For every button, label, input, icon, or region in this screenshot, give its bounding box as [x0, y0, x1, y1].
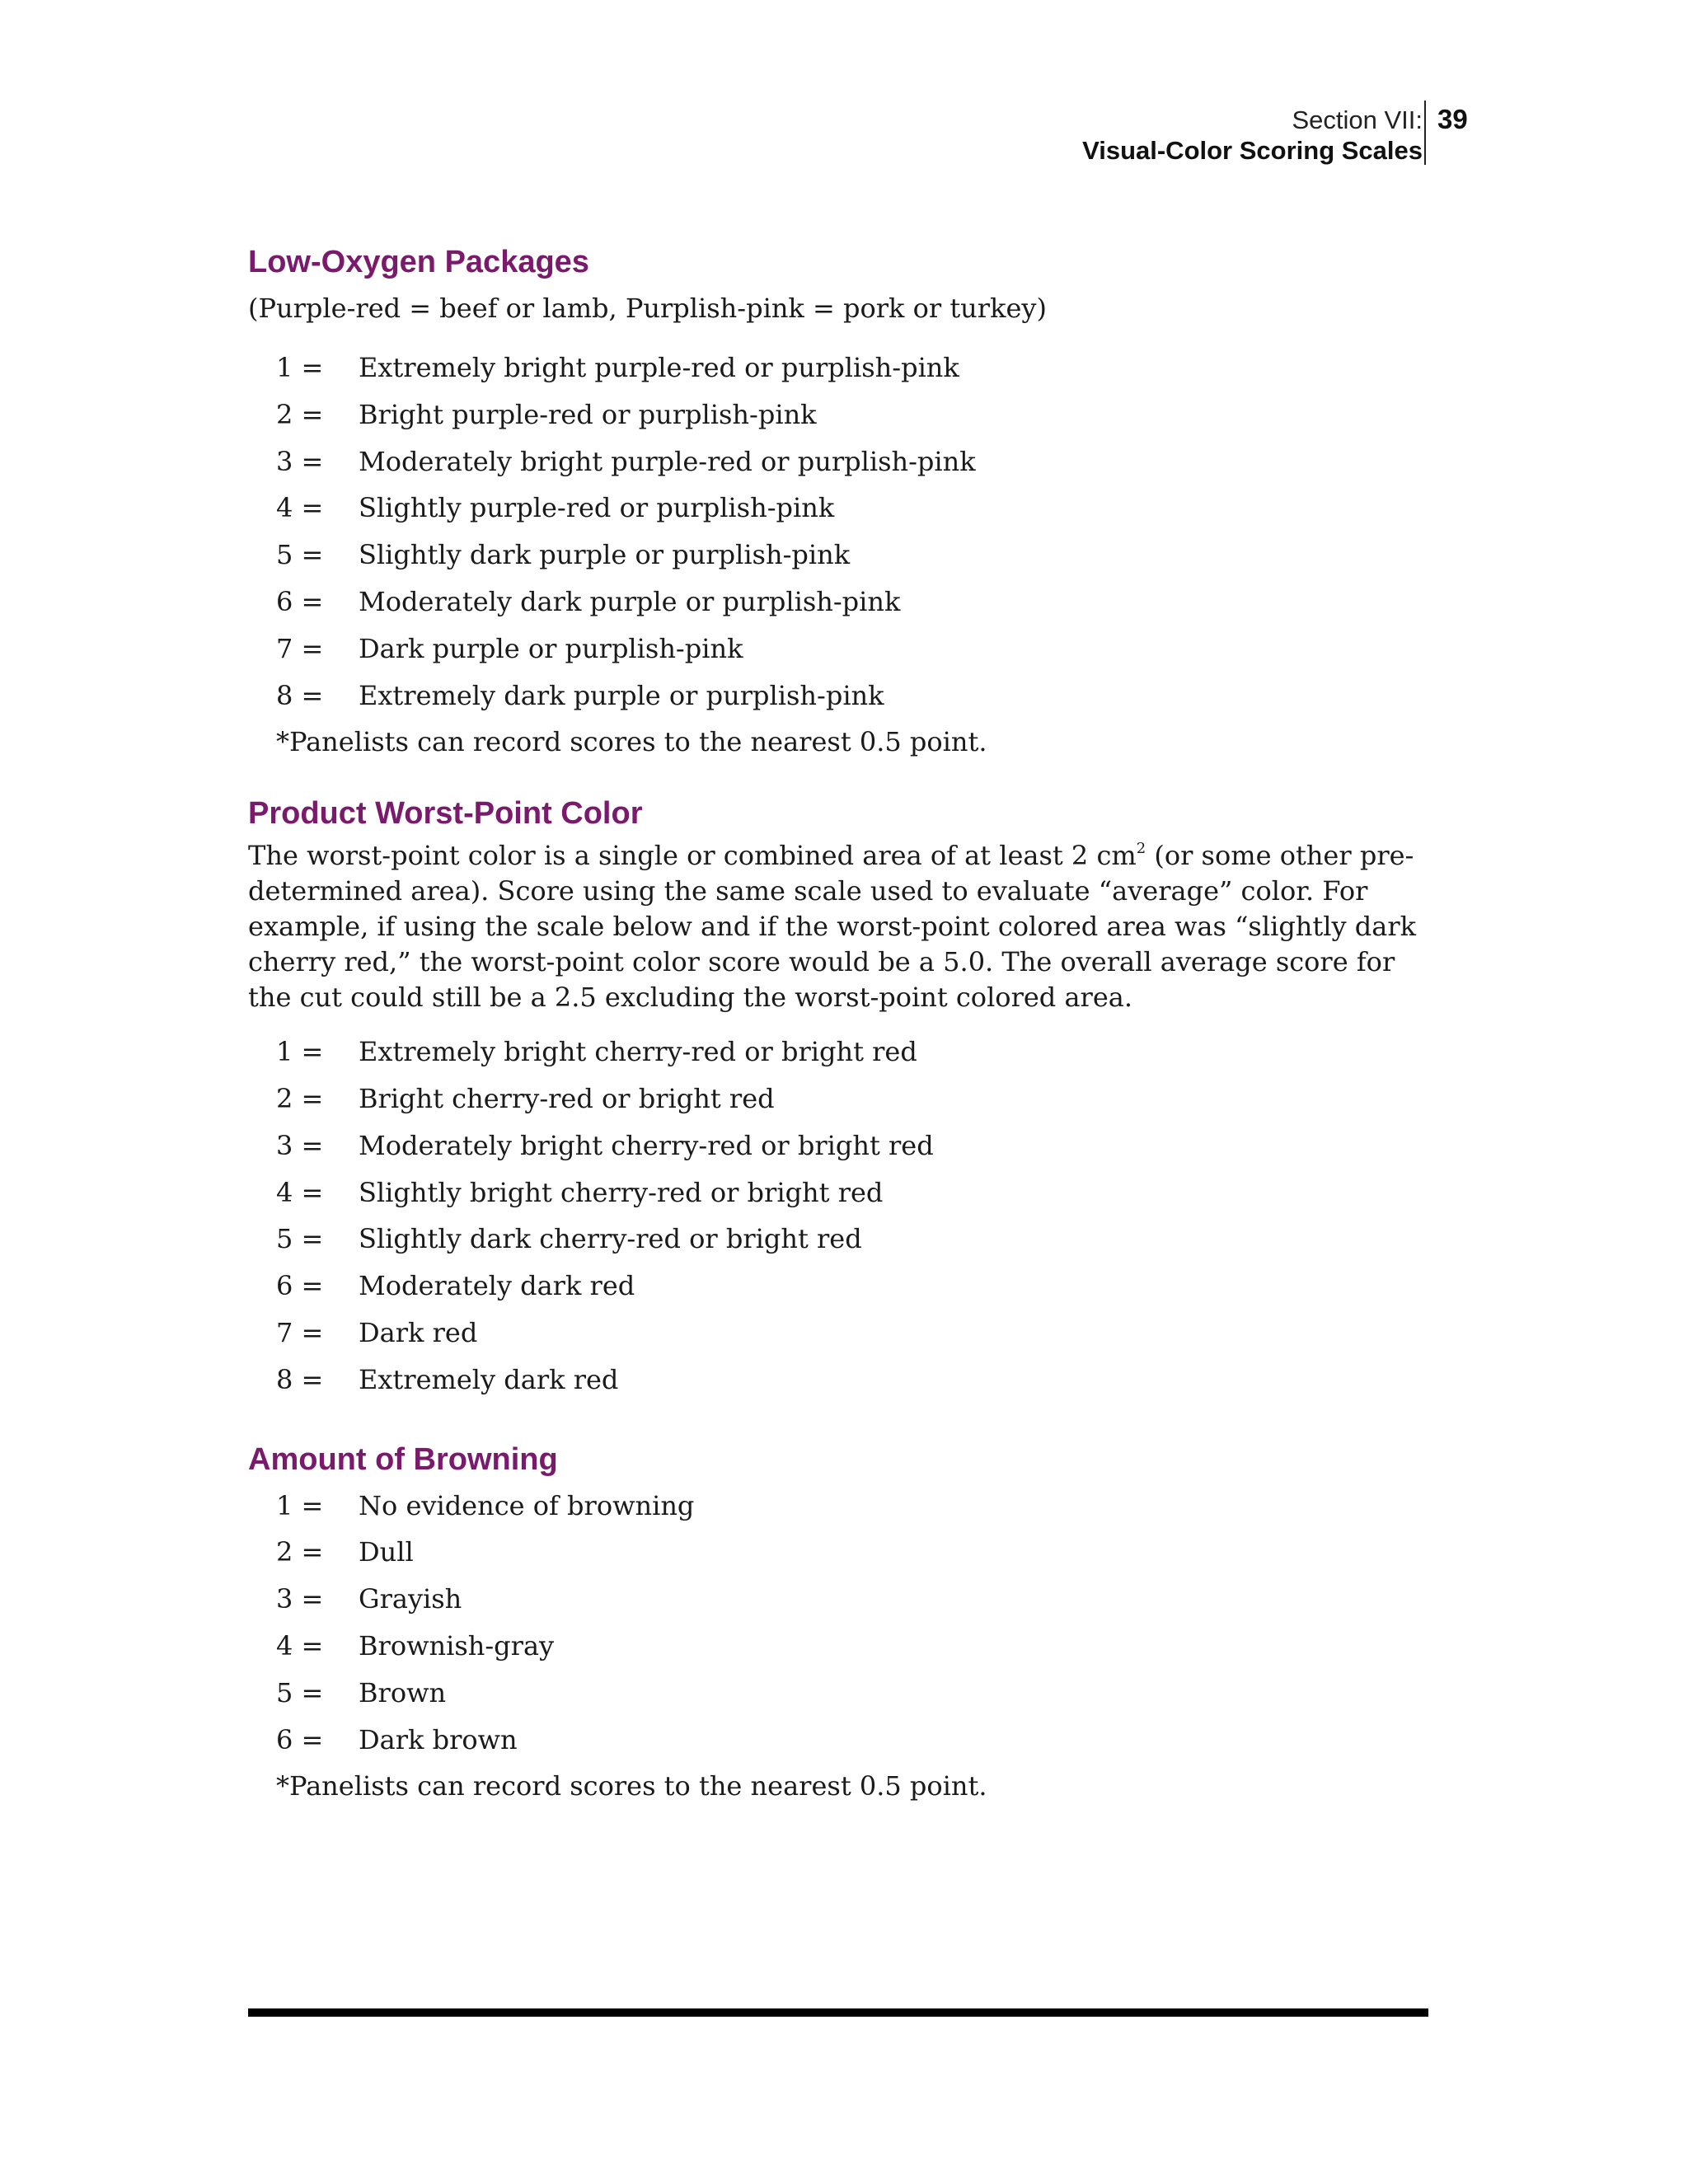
scale-item: [276, 579, 1427, 626]
scale-item: [276, 1263, 1427, 1310]
score-number: 3 =: [276, 1129, 324, 1161]
score-number: 1 =: [276, 1036, 324, 1068]
score-scale: [276, 1029, 1427, 1403]
header-divider: [1424, 101, 1426, 165]
score-number: 7 =: [276, 632, 324, 664]
scale-item: [276, 438, 1427, 485]
scale-item: [276, 1029, 1427, 1076]
score-description: Moderately dark red: [359, 1270, 635, 1302]
paragraph-text: The worst-point color is a single or combined area of at least 2 cm: [248, 840, 1137, 872]
score-number: 5 =: [276, 1223, 324, 1255]
score-number: 5 =: [276, 539, 324, 571]
score-description: No evidence of browning: [359, 1489, 695, 1521]
running-head: [1082, 105, 1423, 166]
score-number: 8 =: [276, 1363, 324, 1395]
score-number: 6 =: [276, 1723, 324, 1755]
page-number: 39: [1437, 104, 1468, 134]
scale-item: [276, 1529, 1427, 1576]
section-low-oxygen-packages: [248, 239, 1427, 766]
score-description: Dark brown: [359, 1723, 518, 1755]
score-description: Extremely bright purple-red or purplish-pink: [359, 352, 959, 383]
score-description: Slightly purple-red or purplish-pink: [359, 492, 835, 524]
scale-item: [276, 532, 1427, 579]
section-note: (Purple-red = beef or lamb, Purplish-pink = pork or turkey): [248, 293, 1047, 324]
score-number: 4 =: [276, 492, 324, 524]
score-description: Slightly bright cherry-red or bright red: [359, 1176, 884, 1208]
section-label: Section VII:: [1292, 105, 1423, 134]
score-number: 7 =: [276, 1316, 324, 1348]
score-number: 1 =: [276, 352, 324, 383]
section-heading: Product Worst-Point Color: [248, 796, 643, 832]
scale-item: [276, 626, 1427, 673]
score-description: Extremely dark red: [359, 1363, 619, 1395]
score-description: Brown: [359, 1676, 447, 1708]
score-description: Extremely dark purple or purplish-pink: [359, 679, 884, 711]
page-content: [248, 239, 1427, 1810]
score-number: 6 =: [276, 585, 324, 617]
score-description: Dark red: [359, 1316, 478, 1348]
scale-item: [276, 1076, 1427, 1122]
section-heading: Amount of Browning: [248, 1441, 558, 1477]
score-description: Grayish: [359, 1583, 462, 1615]
score-description: Moderately bright purple-red or purplish-pink: [359, 445, 976, 477]
score-description: Dark purple or purplish-pink: [359, 632, 743, 664]
scale-item: [276, 485, 1427, 532]
scale-item: [276, 1216, 1427, 1263]
scale-item: [276, 1483, 1427, 1530]
section-amount-of-browning: [248, 1436, 1427, 1811]
score-number: 2 =: [276, 1082, 324, 1114]
scale-item: [276, 1623, 1427, 1670]
section-title: Visual-Color Scoring Scales: [1082, 135, 1423, 165]
score-description: Brownish-gray: [359, 1629, 555, 1661]
scale-item: [276, 673, 1427, 719]
scale-item: [276, 1169, 1427, 1216]
scale-item: [276, 1357, 1427, 1404]
score-description: Slightly dark purple or purplish-pink: [359, 539, 851, 571]
score-number: 2 =: [276, 398, 324, 430]
scale-item: [276, 391, 1427, 438]
score-scale: [276, 1483, 1427, 1764]
score-description: Slightly dark cherry-red or bright red: [359, 1223, 862, 1255]
paragraph-text: (or some other pre-determined area). Score using the same scale used to evaluate “average” color. For example, if using the scale below and if the worst-point colored area was “slightly dark cherry red,” the worst-point color score would be a 5.0. The overall average score for the cut could still be a 2.5 excluding the worst-point colored area.: [248, 840, 1416, 1014]
score-description: Moderately dark purple or purplish-pink: [359, 585, 901, 617]
section-product-worst-point-color: [248, 790, 1427, 1403]
scale-item: [276, 1310, 1427, 1357]
bottom-rule: [248, 2008, 1428, 2017]
scale-item: [276, 1670, 1427, 1717]
score-description: Bright purple-red or purplish-pink: [359, 398, 817, 430]
score-description: Extremely bright cherry-red or bright red: [359, 1036, 917, 1068]
score-number: 1 =: [276, 1489, 324, 1521]
score-description: Dull: [359, 1536, 414, 1568]
score-number: 4 =: [276, 1176, 324, 1208]
scale-item: [276, 344, 1427, 391]
score-number: 4 =: [276, 1629, 324, 1661]
scale-item: [276, 1717, 1427, 1764]
score-description: Bright cherry-red or bright red: [359, 1082, 775, 1114]
score-number: 6 =: [276, 1270, 324, 1302]
score-number: 8 =: [276, 679, 324, 711]
scale-item: [276, 1576, 1427, 1623]
score-description: Moderately bright cherry-red or bright red: [359, 1129, 934, 1161]
superscript: 2: [1136, 840, 1146, 858]
score-number: 3 =: [276, 1583, 324, 1615]
score-number: 3 =: [276, 445, 324, 477]
footnote: *Panelists can record scores to the nearest 0.5 point.: [276, 726, 987, 758]
section-heading: Low-Oxygen Packages: [248, 245, 589, 279]
score-number: 2 =: [276, 1536, 324, 1568]
section-paragraph: [248, 838, 1427, 1015]
score-scale: [276, 344, 1427, 719]
footnote: *Panelists can record scores to the nearest 0.5 point.: [276, 1770, 987, 1802]
scale-item: [276, 1122, 1427, 1169]
score-number: 5 =: [276, 1676, 324, 1708]
